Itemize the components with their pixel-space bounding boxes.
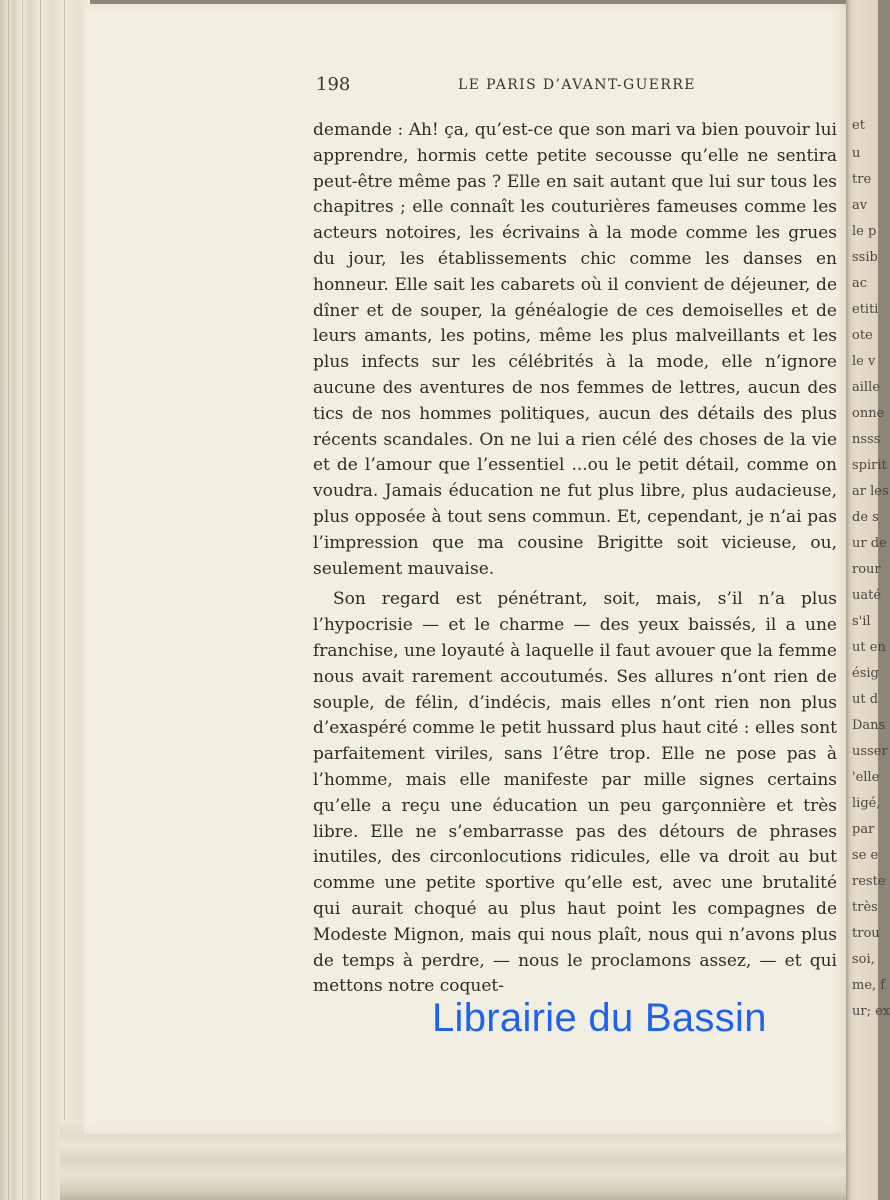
facing-page-fragment: u (852, 146, 861, 161)
facing-page-fragment: nsss (852, 432, 881, 447)
running-title: LE PARIS D’AVANT-GUERRE (458, 77, 696, 93)
facing-page-fragment: onne (852, 406, 885, 421)
facing-page-fragment: ut d (852, 692, 879, 707)
facing-page-fragment: ut en (852, 640, 886, 655)
facing-page-fragment: et (852, 118, 865, 133)
paragraph: demande : Ah! ça, qu’est-ce que son mari va bien pouvoir lui apprendre, hormis cette petite secousse qu’elle ne sentira peut-être même pas ? Elle en sait autant que lui sur tous les chapitres ; elle connaît les couturières fameuses comme les acteurs notoires, les écrivains à la mode comme les grues du jour, les établissements chic comme les danses en honneur. Elle sait les cabarets où il convient de déjeuner, de dîner et de souper, la généalogie de ces demoiselles et de leurs amants, les potins, même les plus malveillants et les plus infects sur les célébrités à la mode, elle n’ignore aucune des aventures de nos femmes de lettres, aucun des tics de nos hommes politiques, aucun des détails des plus récents scandales. On ne lui a rien célé des choses de la vie et de l’amour que l’essentiel ...ou le petit détail, comme on voudra. Jamais éducation ne fut plus libre, plus audacieuse, plus opposée à tout sens commun. Et, cependant, je n’ai pas l’impression que ma cousine Brigitte soit vicieuse, ou, seulement mauvaise. (313, 120, 837, 579)
facing-page-fragment: ligé, (852, 796, 881, 811)
left-page-stack (0, 0, 90, 1200)
facing-page-fragment: par (852, 822, 875, 837)
facing-page-fragment: Dans (852, 718, 886, 733)
facing-page-fragment: ssib (852, 250, 878, 265)
facing-page-fragment: de s (852, 510, 879, 525)
facing-page-fragment: ote (852, 328, 873, 343)
paragraph: Son regard est pénétrant, soit, mais, s’il n’a plus l’hypocrisie — et le charme — des yeux baissés, il a une franchise, une loyauté à laquelle il faut avouer que la femme nous avait rarement accoutumés. Ses allures n’ont rien de souple, de félin, d’indécis, mais elles n’ont rien non plus d’exaspéré comme le petit hussard plus haut cité : elles sont parfaitement viriles, sans l’être trop. Elle ne pose pas à l’homme, mais elle manifeste par mille signes certains qu’elle a reçu une éducation un peu garçonnière et très libre. Elle ne s’embarrasse pas des détours de phrases inutiles, des circonlocutions ridicules, elle va droit au but comme une petite sportive qu’elle est, avec une brutalité qui aurait choqué au plus haut point les compagnes de Modeste Mignon, mais qui nous plaît, nous qui n’avons plus de temps à perdre, — nous le proclamons assez, — et qui mettons notre coquet- (313, 589, 837, 997)
facing-page-fragment: usser (852, 744, 888, 759)
watermark: Librairie du Bassin (432, 996, 767, 1040)
facing-page-fragment: se e (852, 848, 879, 863)
facing-page-fragment: uaté (852, 588, 882, 603)
facing-page-fragment: soi, (852, 952, 875, 967)
facing-page-fragment: me, f (852, 978, 886, 993)
facing-page-fragment: av (852, 198, 868, 213)
facing-page-fragment: aille (852, 380, 880, 395)
body-text (313, 118, 837, 1000)
facing-page-fragment: s'il (852, 614, 871, 629)
facing-page-fragment: trou (852, 926, 880, 941)
facing-page-fragment: rour (852, 562, 881, 577)
facing-page-fragment: 'elle (852, 770, 880, 785)
facing-page-fragment: ésig (852, 666, 879, 681)
facing-page-fragment: ac (852, 276, 868, 291)
facing-page-fragment: le v (852, 354, 876, 369)
facing-page-fragment: le p (852, 224, 877, 239)
facing-page-fragment: très (852, 900, 878, 915)
page-header (316, 74, 838, 98)
page-number: 198 (316, 74, 351, 95)
facing-page-edge (846, 0, 890, 1200)
facing-page-fragment: ar les (852, 484, 889, 499)
facing-page-fragment: ur de (852, 536, 887, 551)
facing-page-fragment: ur; ex (852, 1004, 890, 1019)
facing-page-fragment: reste (852, 874, 886, 889)
facing-page-fragment: tre (852, 172, 872, 187)
facing-page-fragment: etiti (852, 302, 879, 317)
facing-page-fragment: spirit (852, 458, 887, 473)
